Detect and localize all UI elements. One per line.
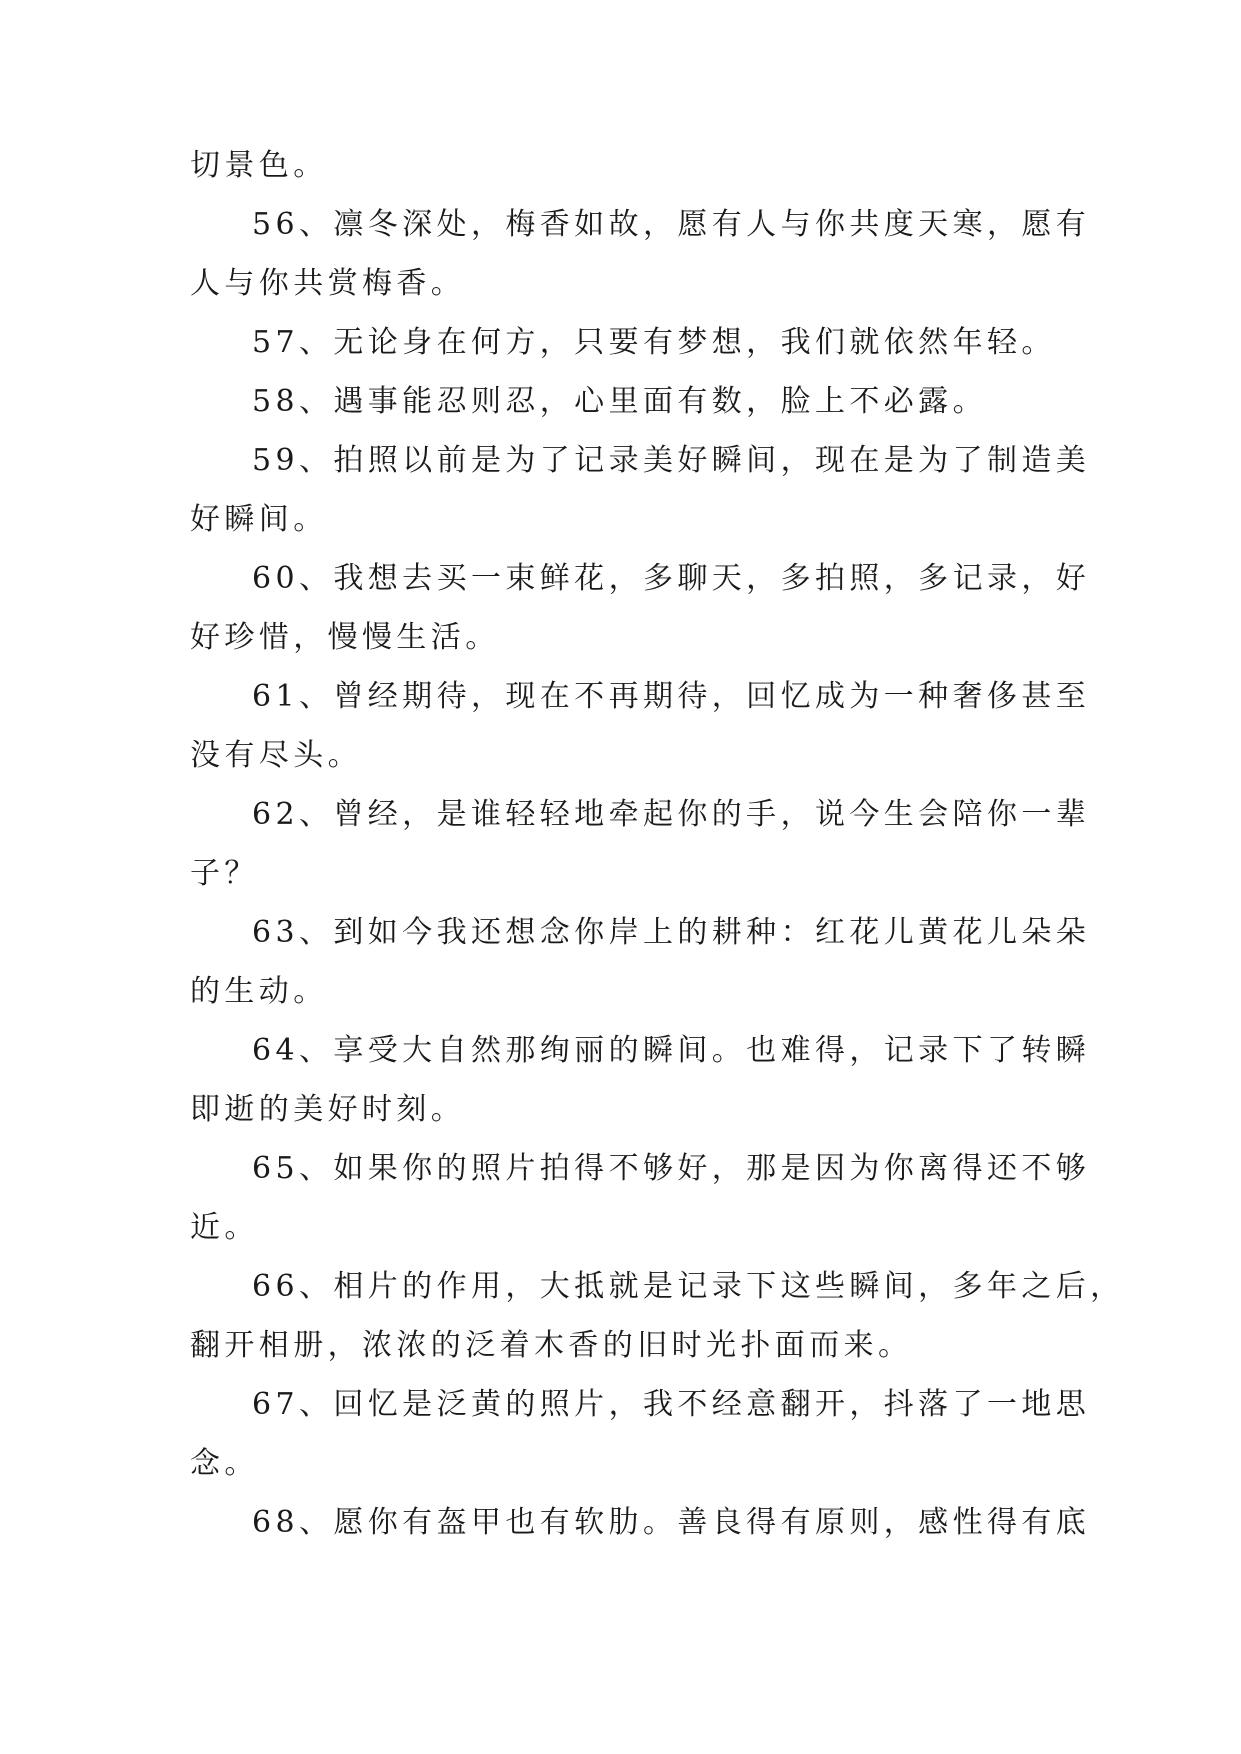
text-line: 即逝的美好时刻。 (190, 1092, 466, 1127)
text-line: 68、愿你有盔甲也有软肋。善良得有原则，感性得有底 (252, 1505, 1091, 1540)
text-line: 近。 (190, 1210, 259, 1245)
text-line: 62、曾经，是谁轻轻地牵起你的手，说今生会陪你一辈 (252, 797, 1091, 832)
text-line: 念。 (190, 1446, 259, 1481)
text-line: 人与你共赏梅香。 (190, 266, 466, 301)
text-line: 子？ (190, 856, 259, 891)
text-line: 67、回忆是泛黄的照片，我不经意翻开，抖落了一地思 (252, 1387, 1091, 1422)
text-line: 60、我想去买一束鲜花，多聊天，多拍照，多记录，好 (252, 561, 1091, 596)
text-line: 66、相片的作用，大抵就是记录下这些瞬间，多年之后， (252, 1269, 1125, 1304)
text-line: 58、遇事能忍则忍，心里面有数，脸上不必露。 (252, 384, 987, 419)
text-line: 翻开相册，浓浓的泛着木香的旧时光扑面而来。 (190, 1328, 913, 1363)
text-line: 61、曾经期待，现在不再期待，回忆成为一种奢侈甚至 (252, 679, 1091, 714)
text-line: 56、凛冬深处，梅香如故，愿有人与你共度天寒，愿有 (252, 207, 1091, 242)
text-line: 64、享受大自然那绚丽的瞬间。也难得，记录下了转瞬 (252, 1033, 1091, 1068)
text-line: 57、无论身在何方，只要有梦想，我们就依然年轻。 (252, 325, 1056, 360)
text-line: 的生动。 (190, 974, 328, 1009)
text-line: 好珍惜，慢慢生活。 (190, 620, 500, 655)
text-line: 切景色。 (190, 148, 328, 183)
text-line: 59、拍照以前是为了记录美好瞬间，现在是为了制造美 (252, 443, 1091, 478)
text-line: 好瞬间。 (190, 502, 328, 537)
text-line: 没有尽头。 (190, 738, 362, 773)
text-line: 63、到如今我还想念你岸上的耕种：红花儿黄花儿朵朵 (252, 915, 1091, 950)
text-line: 65、如果你的照片拍得不够好，那是因为你离得还不够 (252, 1151, 1091, 1186)
